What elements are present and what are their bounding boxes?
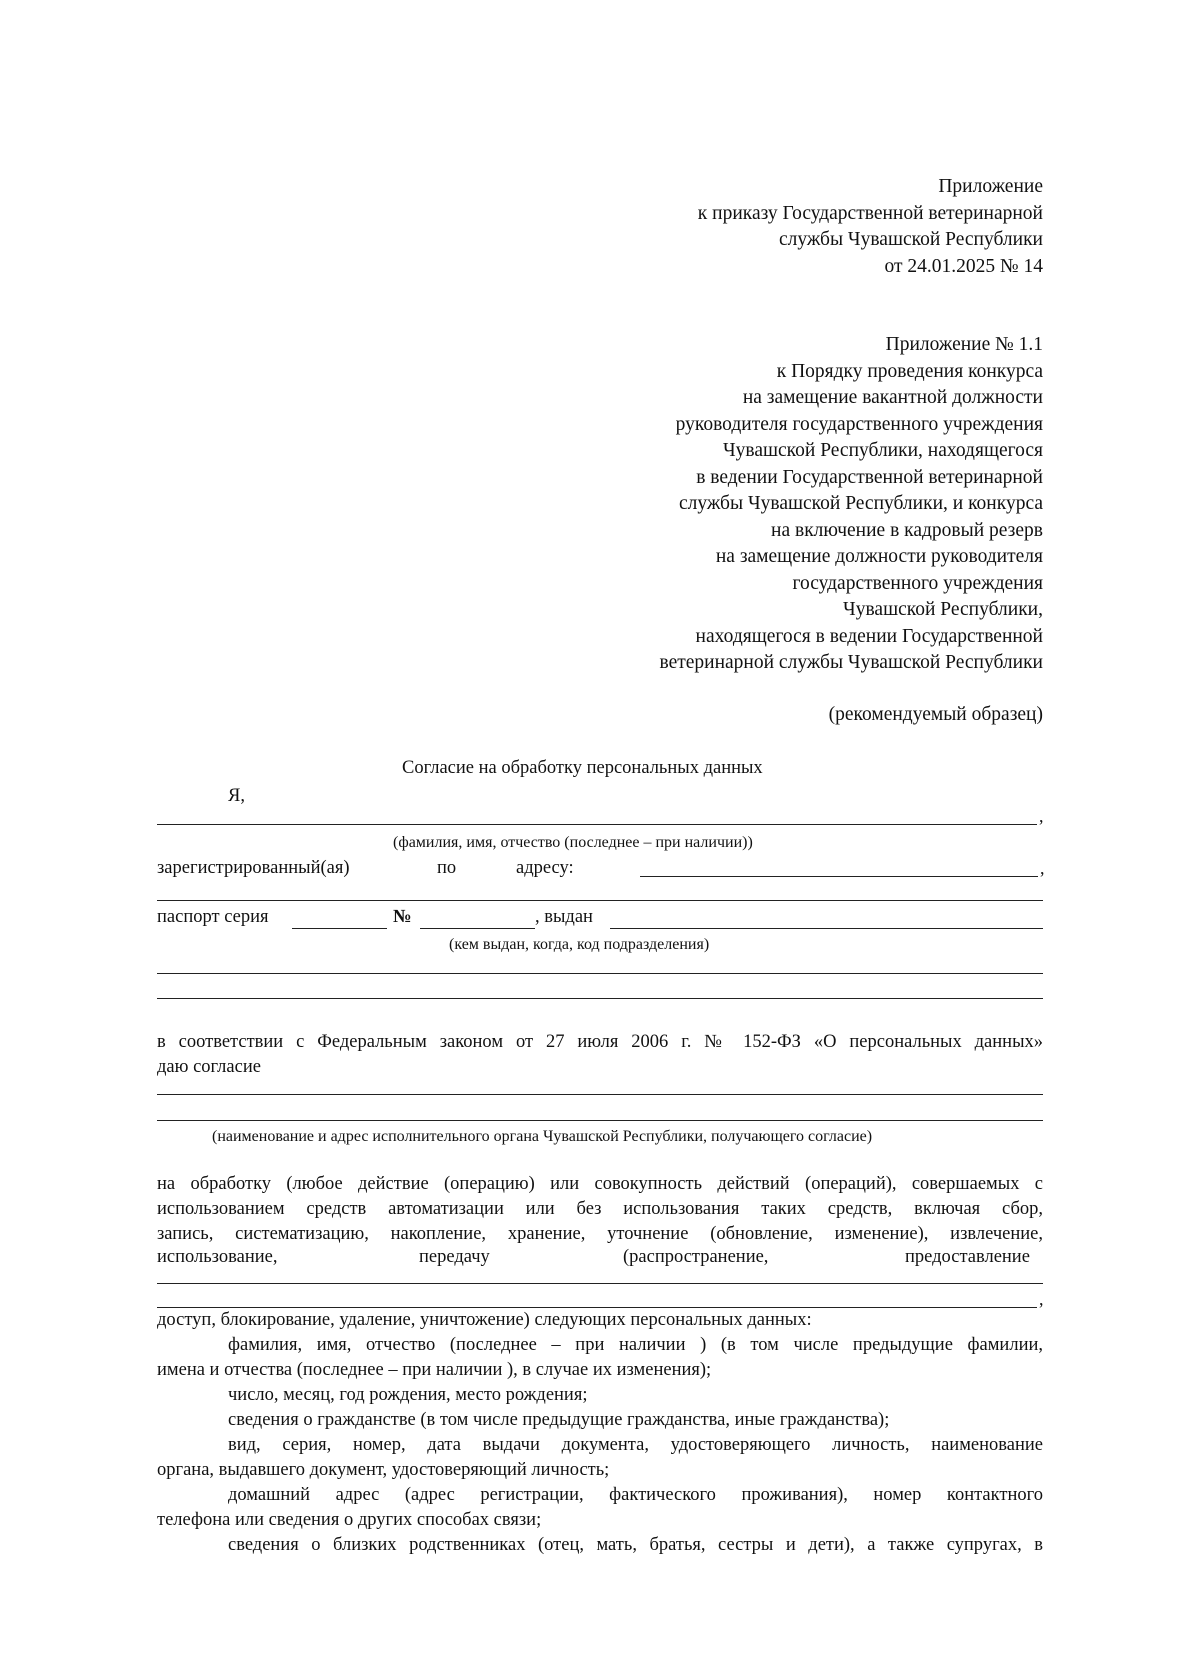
personal-data-list-line: фамилия, имя, отчество (последнее – при наличии ) (в том числе предыдущие фамилии,: [228, 1335, 1043, 1355]
procedure-header-line: на замещение должности руководителя: [715, 546, 1043, 567]
processing-paragraph: [157, 1172, 1043, 1247]
attachment-header-line: к приказу Государственной ветеринарной: [697, 202, 1043, 224]
procedure-header-line: Чувашской Республики, находящегося: [722, 440, 1043, 461]
procedure-header-line: государственного учреждения: [792, 572, 1043, 594]
procedure-header-line: к Порядку проведения конкурса: [776, 360, 1043, 382]
processing-line: использованием средств автоматизации или без использования таких средств, включая сбор,: [157, 1199, 1043, 1219]
passport-number-label: №: [393, 907, 412, 927]
document-title: Согласие на обработку персональных данных: [402, 758, 763, 778]
issued-label: , выдан: [535, 907, 593, 927]
attachment-header-line: Приложение: [938, 176, 1043, 197]
personal-data-list-line: телефона или сведения о других способах связи;: [157, 1510, 542, 1530]
fio-hint: (фамилия, имя, отчество (последнее – при наличии)): [393, 834, 753, 851]
processing-field-line[interactable]: [157, 1283, 1043, 1284]
issued-continuation-line[interactable]: [157, 998, 1043, 999]
issued-hint: (кем выдан, когда, код подразделения): [449, 936, 710, 953]
processing-line: запись, систематизацию, накопление, хранение, уточнение (обновление, изменение), извлечение,: [157, 1224, 1043, 1244]
processing-word: использование,: [157, 1247, 278, 1267]
organ-hint: (наименование и адрес исполнительного органа Чувашской Республики, получающего согласие): [212, 1128, 873, 1145]
processing-word: передачу: [419, 1247, 490, 1267]
processing-line: на обработку (любое действие (операцию) или совокупность действий (операций), совершаемых с: [157, 1174, 1043, 1194]
procedure-header-line: Приложение № 1.1: [885, 334, 1043, 355]
address-field-line[interactable]: [640, 876, 1038, 877]
issued-continuation-line[interactable]: [157, 973, 1043, 974]
passport-series-label: паспорт серия: [157, 907, 269, 927]
personal-data-list-line: доступ, блокирование, удаление, уничтожение) следующих персональных данных:: [157, 1310, 812, 1330]
procedure-header-line: находящегося в ведении Государственной: [695, 625, 1043, 647]
sample-note: (рекомендуемый образец): [828, 704, 1043, 725]
passport-number-field[interactable]: [420, 928, 535, 929]
personal-data-list-line: домашний адрес (адрес регистрации, фактического проживания), номер контактного: [228, 1485, 1043, 1505]
personal-data-list-line: имена и отчества (последнее – при наличии ), в случае их изменения);: [157, 1360, 712, 1380]
procedure-attachment-header: [659, 332, 1043, 677]
personal-data-list-line: число, месяц, год рождения, место рождения;: [228, 1385, 588, 1405]
personal-data-list: [157, 1308, 1043, 1558]
organ-field-line[interactable]: [157, 1120, 1043, 1121]
procedure-header-line: Чувашской Республики,: [843, 599, 1043, 620]
personal-data-list-line: сведения о близких родственниках (отец, мать, братья, сестры и дети), а также супругах, в: [228, 1535, 1043, 1555]
organ-field-line[interactable]: [157, 1094, 1043, 1095]
attachment-header-line: службы Чувашской Республики: [778, 229, 1043, 250]
law-paragraph: [157, 1030, 1043, 1080]
passport-series-field[interactable]: [292, 928, 387, 929]
attachment-header: [698, 174, 1043, 280]
address-continuation-line[interactable]: [157, 900, 1043, 901]
personal-data-list-line: вид, серия, номер, дата выдачи документа, удостоверяющего личность, наименование: [228, 1435, 1043, 1455]
address-label: адресу:: [516, 858, 574, 878]
procedure-header-line: службы Чувашской Республики, и конкурса: [678, 493, 1043, 514]
law-line: в соответствии с Федеральным законом от 27 июля 2006 г. № 152-ФЗ «О персональных данных»: [157, 1032, 1043, 1052]
procedure-header-line: в ведении Государственной ветеринарной: [696, 466, 1043, 488]
registered-label: зарегистрированный(ая): [157, 858, 350, 878]
procedure-header-line: руководителя государственного учреждения: [675, 413, 1043, 435]
issued-by-field[interactable]: [610, 928, 1043, 929]
procedure-header-line: на замещение вакантной должности: [742, 387, 1043, 408]
personal-data-list-line: сведения о гражданстве (в том числе предыдущие гражданства, иные гражданства);: [228, 1410, 890, 1430]
po-label: по: [437, 858, 457, 878]
procedure-header-line: на включение в кадровый резерв: [771, 519, 1043, 541]
law-line: даю согласие: [157, 1057, 261, 1077]
fio-field-line[interactable]: [157, 824, 1037, 825]
attachment-header-line: от 24.01.2025 № 14: [884, 255, 1043, 277]
i-label: Я,: [228, 786, 245, 806]
comma: ,: [1039, 1289, 1044, 1309]
processing-word: предоставление: [905, 1247, 1030, 1267]
comma: ,: [1040, 858, 1045, 878]
processing-word: (распространение,: [623, 1247, 769, 1267]
comma: ,: [1039, 806, 1044, 826]
procedure-header-line: ветеринарной службы Чувашской Республики: [659, 652, 1043, 673]
personal-data-list-line: органа, выдавшего документ, удостоверяющий личность;: [157, 1460, 610, 1480]
